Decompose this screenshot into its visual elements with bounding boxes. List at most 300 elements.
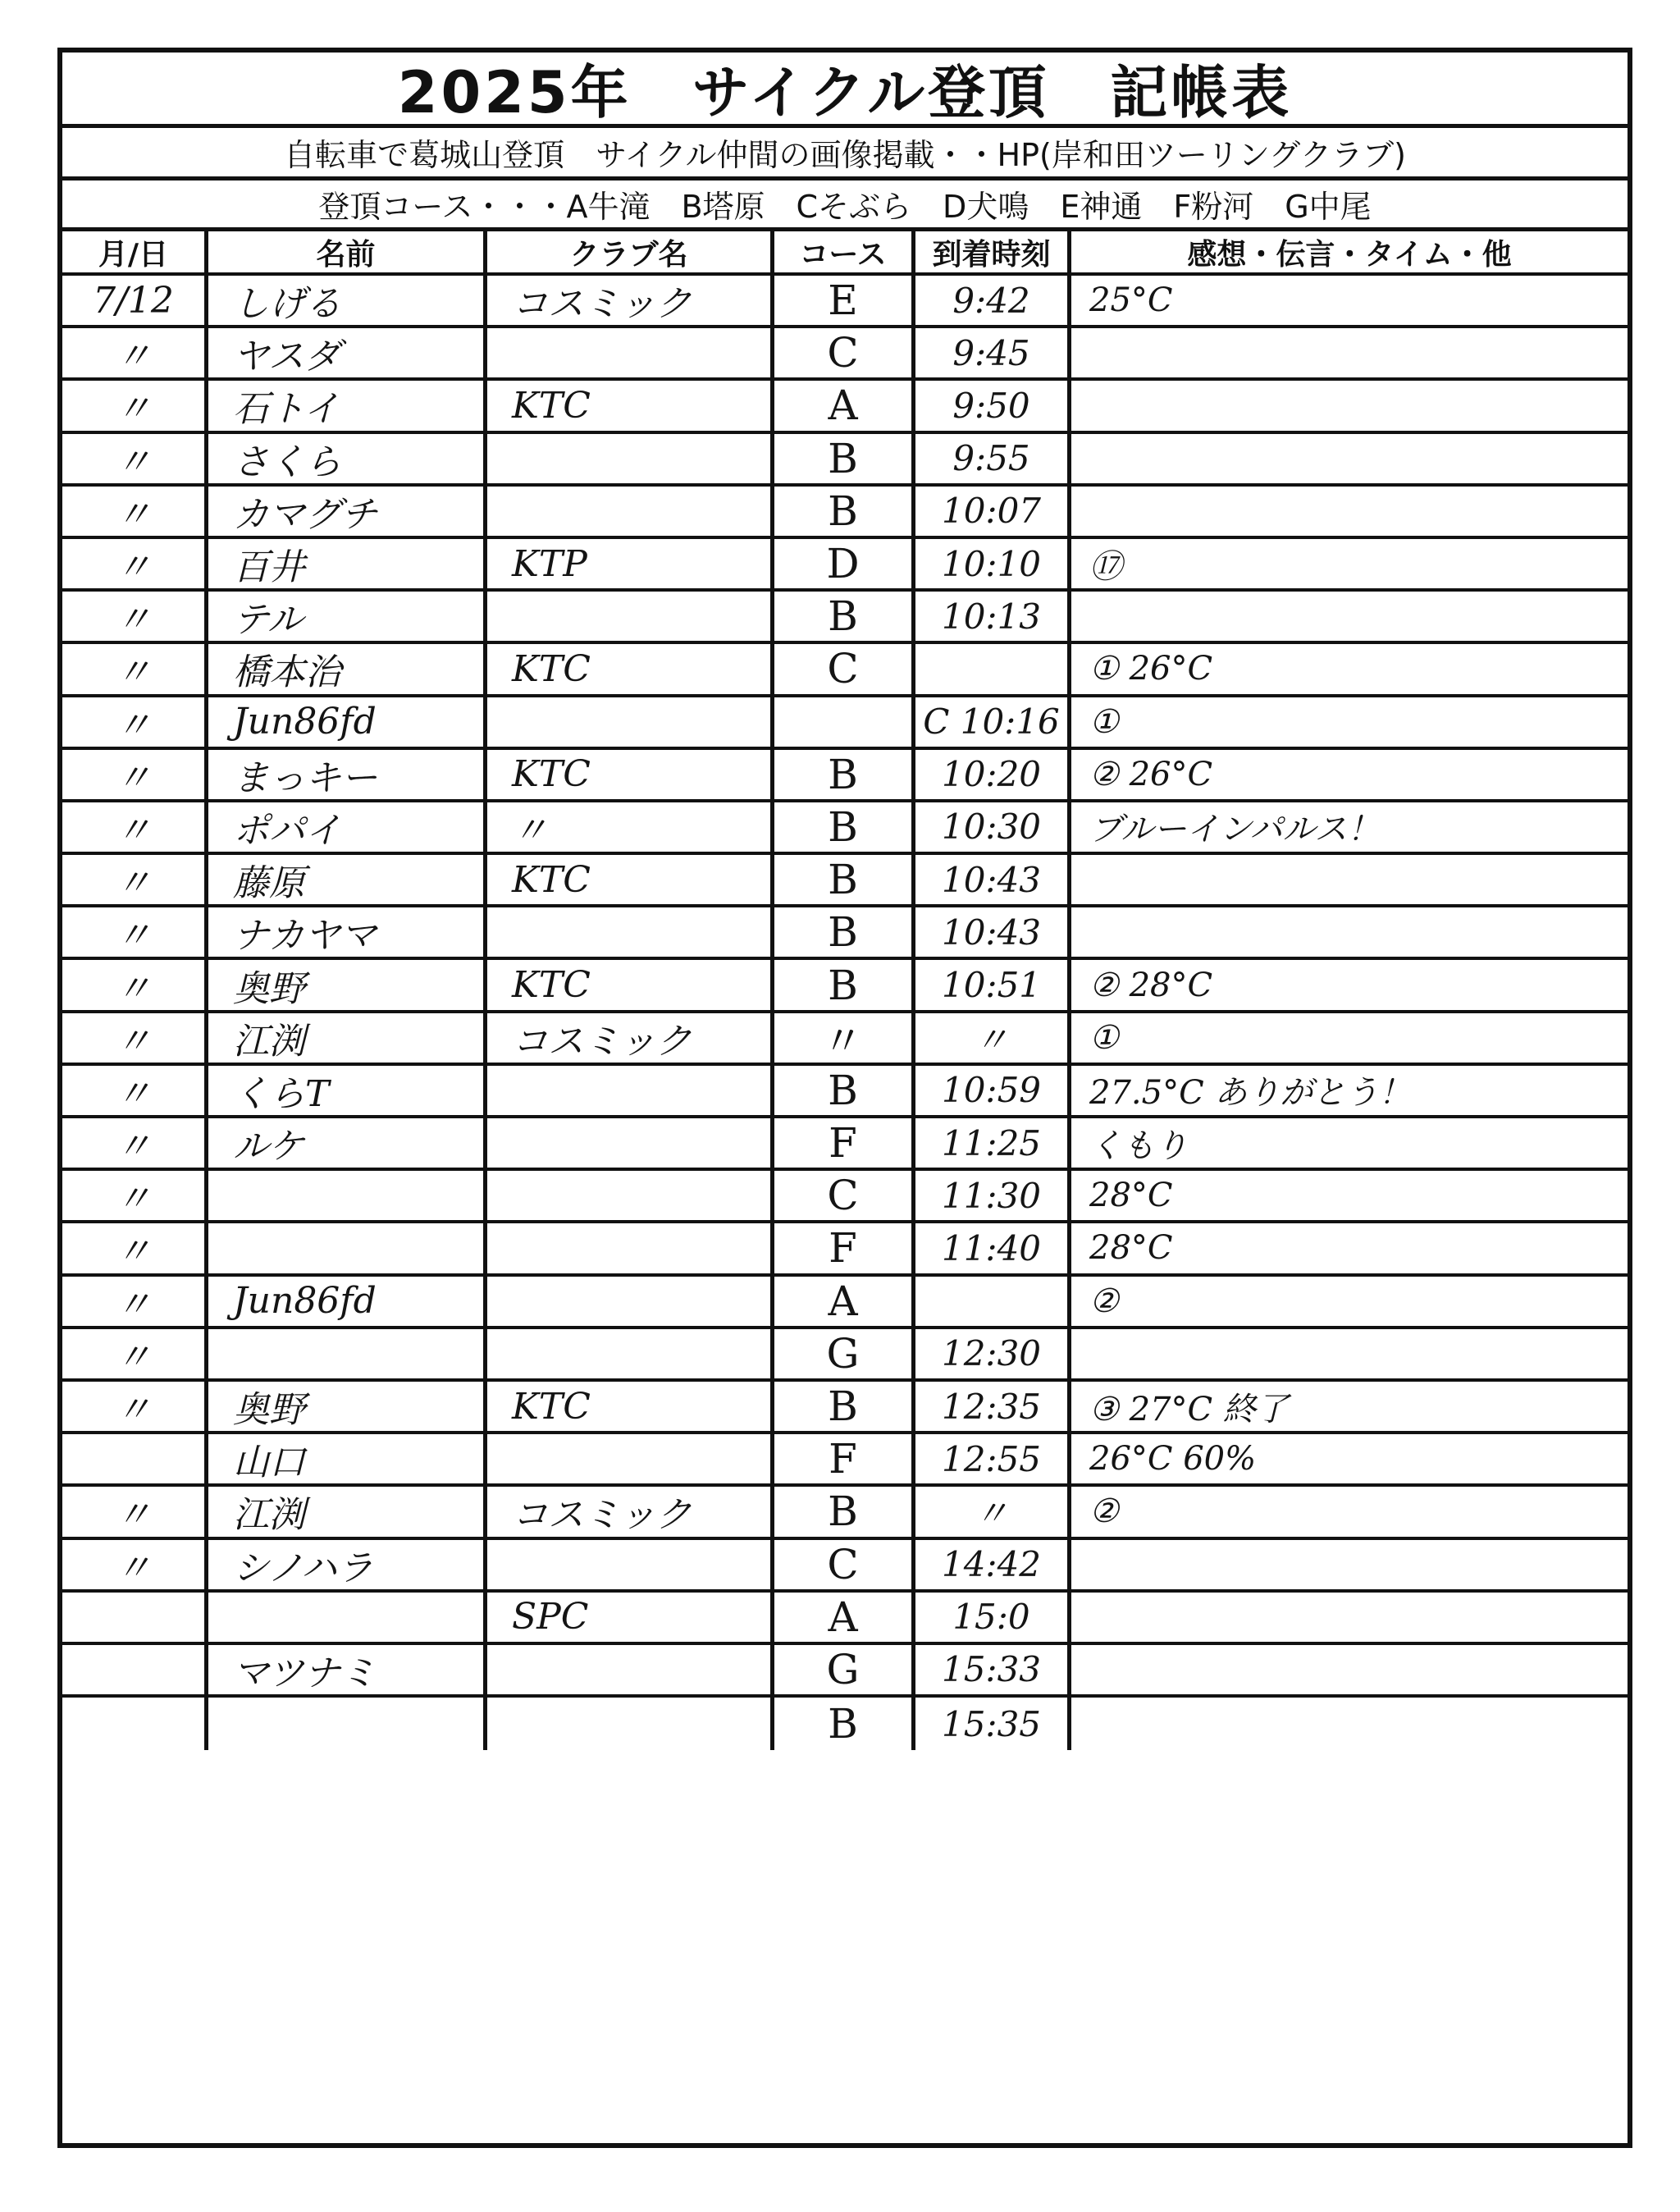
cell-club: [487, 802, 774, 852]
cell-note: [1071, 907, 1628, 957]
cell-note: [1071, 328, 1628, 377]
note-text: 28°C: [1089, 1177, 1173, 1215]
cell-note: [1071, 1593, 1628, 1642]
cell-time: [915, 1382, 1071, 1431]
name-text: 百井: [233, 546, 305, 589]
cell-time: [915, 276, 1071, 325]
cell-date: [62, 1698, 208, 1750]
course-text: E: [828, 276, 858, 325]
cell-club: [487, 328, 774, 377]
course-text: B: [828, 1700, 858, 1748]
time-text: 10:30: [941, 807, 1042, 848]
course-text: F: [829, 1119, 857, 1168]
cell-date: [62, 1223, 208, 1273]
club-text: 〃: [512, 809, 548, 852]
cell-note: [1071, 539, 1628, 588]
time-text: 10:43: [941, 859, 1042, 900]
time-text: 9:42: [952, 280, 1030, 321]
cell-time: [915, 1329, 1071, 1378]
note-text: 27.5°C ありがとう！: [1089, 1074, 1412, 1113]
registration-sheet: [57, 48, 1632, 2148]
date-text: 〃: [115, 1283, 152, 1326]
club-text: KTC: [512, 384, 591, 427]
table-body: [62, 276, 1628, 1750]
cell-time: [915, 960, 1071, 1009]
name-text: 奥野: [233, 967, 305, 1010]
cell-note: [1071, 1645, 1628, 1694]
date-text: 〃: [115, 1389, 152, 1432]
cell-time: [915, 1277, 1071, 1326]
cell-date: [62, 1277, 208, 1326]
cell-date: [62, 592, 208, 641]
table-row: [62, 644, 1628, 697]
date-text: 〃: [115, 915, 152, 957]
name-text: くらT: [233, 1072, 330, 1115]
date-text: 7/12: [93, 279, 174, 322]
course-text: A: [828, 1277, 858, 1325]
course-text: B: [828, 592, 858, 641]
course-text: B: [828, 487, 858, 535]
time-text: 〃: [974, 1019, 1009, 1060]
cell-date: [62, 1434, 208, 1483]
cell-course: [774, 1434, 915, 1483]
cell-name: [208, 960, 487, 1009]
table-row: [62, 381, 1628, 433]
name-text: シノハラ: [233, 1547, 373, 1589]
cell-note: [1071, 1013, 1628, 1063]
cell-course: [774, 1698, 915, 1750]
table-row: [62, 750, 1628, 802]
cell-note: [1071, 276, 1628, 325]
cell-club: [487, 1013, 774, 1063]
cell-course: [774, 434, 915, 483]
time-text: 10:20: [941, 754, 1042, 795]
club-text: コスミック: [512, 283, 692, 326]
club-text: コスミック: [512, 1020, 692, 1063]
time-text: 11:25: [941, 1122, 1042, 1163]
table-row: [62, 1540, 1628, 1593]
cell-time: [915, 487, 1071, 536]
time-text: 15:35: [941, 1703, 1042, 1744]
cell-name: [208, 1171, 487, 1220]
cell-time: [915, 1013, 1071, 1063]
time-text: 12:35: [941, 1386, 1042, 1427]
cell-note: [1071, 1540, 1628, 1589]
cell-note: [1071, 1329, 1628, 1378]
name-text: Jun86fd: [233, 1280, 377, 1323]
cell-course: [774, 1593, 915, 1642]
cell-name: [208, 1382, 487, 1431]
course-legend: 登頂コース・・・A牛滝 B塔原 Cそぶら D犬鳴 E神通 F粉河 G中尾: [62, 181, 1628, 231]
cell-club: [487, 434, 774, 483]
name-text: 奥野: [233, 1389, 305, 1432]
cell-note: [1071, 592, 1628, 641]
cell-club: [487, 1329, 774, 1378]
cell-course: [774, 381, 915, 430]
cell-note: [1071, 1118, 1628, 1168]
time-text: 10:43: [941, 912, 1042, 953]
club-text: KTC: [512, 647, 591, 690]
note-text: ①: [1089, 1018, 1119, 1057]
note-text: ⑰: [1089, 547, 1122, 586]
cell-name: [208, 434, 487, 483]
cell-name: [208, 1277, 487, 1326]
course-text: A: [828, 1593, 858, 1641]
name-text: 山口: [233, 1442, 305, 1484]
cell-date: [62, 855, 208, 904]
cell-time: [915, 1487, 1071, 1536]
name-text: 藤原: [233, 862, 305, 905]
name-text: ヤスダ: [233, 336, 341, 378]
note-text: 28°C: [1089, 1229, 1173, 1268]
table-row: [62, 907, 1628, 960]
cell-time: [915, 539, 1071, 588]
cell-note: [1071, 960, 1628, 1009]
cell-note: [1071, 750, 1628, 799]
cell-note: [1071, 1223, 1628, 1273]
cell-name: [208, 1593, 487, 1642]
note-text: ② 28°C: [1089, 966, 1213, 1004]
cell-time: [915, 434, 1071, 483]
cell-time: [915, 1434, 1071, 1483]
name-text: ルケ: [233, 1126, 305, 1168]
cell-date: [62, 907, 208, 957]
note-text: 26°C 60%: [1089, 1440, 1257, 1478]
course-text: D: [826, 540, 860, 588]
cell-club: [487, 960, 774, 1009]
cell-name: [208, 276, 487, 325]
log-table: [62, 231, 1628, 1750]
course-text: B: [828, 1066, 858, 1114]
name-text: マツナミ: [233, 1652, 377, 1694]
cell-course: [774, 1329, 915, 1378]
table-row: [62, 1382, 1628, 1434]
cell-name: [208, 697, 487, 747]
date-text: 〃: [115, 1231, 152, 1273]
cell-club: [487, 1645, 774, 1694]
time-text: 9:45: [952, 332, 1030, 373]
course-text: F: [829, 1224, 857, 1273]
table-header-row: [62, 231, 1628, 276]
name-text: 江渕: [233, 1494, 305, 1537]
sheet-title: 2025年 サイクル登頂 記帳表: [62, 53, 1628, 128]
time-text: C 10:16: [923, 702, 1060, 743]
cell-date: [62, 276, 208, 325]
course-text: 〃: [822, 1017, 864, 1063]
time-text: 12:55: [941, 1438, 1042, 1479]
table-row: [62, 1329, 1628, 1382]
cell-name: [208, 592, 487, 641]
table-row: [62, 1223, 1628, 1276]
time-text: 10:10: [941, 543, 1042, 584]
note-text: ②: [1089, 1492, 1119, 1531]
club-text: コスミック: [512, 1494, 692, 1537]
note-text: ③ 27°C 終了: [1089, 1390, 1289, 1428]
date-text: 〃: [115, 1494, 152, 1537]
column-header-course: コース: [774, 231, 915, 272]
date-text: 〃: [115, 704, 152, 747]
cell-name: [208, 750, 487, 799]
cell-club: [487, 1118, 774, 1168]
date-text: 〃: [115, 599, 152, 642]
cell-note: [1071, 855, 1628, 904]
table-row: [62, 1434, 1628, 1487]
name-text: 橋本治: [233, 651, 341, 694]
club-text: KTC: [512, 753, 591, 796]
date-text: 〃: [115, 756, 152, 799]
column-header-name: 名前: [208, 231, 487, 272]
course-text: B: [828, 1488, 858, 1536]
cell-time: [915, 328, 1071, 377]
name-text: まっキー: [233, 756, 377, 799]
table-row: [62, 960, 1628, 1012]
course-text: C: [827, 329, 859, 377]
time-text: 15:0: [952, 1597, 1030, 1638]
name-text: カマグチ: [233, 493, 377, 536]
cell-date: [62, 802, 208, 852]
course-text: B: [828, 856, 858, 904]
date-text: 〃: [115, 546, 152, 589]
time-text: 14:42: [941, 1544, 1042, 1585]
cell-name: [208, 539, 487, 588]
cell-time: [915, 855, 1071, 904]
course-text: A: [828, 382, 858, 430]
note-text: ② 26°C: [1089, 755, 1213, 793]
cell-club: [487, 539, 774, 588]
cell-note: [1071, 644, 1628, 693]
cell-time: [915, 907, 1071, 957]
cell-date: [62, 1382, 208, 1431]
cell-course: [774, 276, 915, 325]
cell-date: [62, 434, 208, 483]
course-text: B: [828, 802, 858, 851]
cell-date: [62, 697, 208, 747]
cell-date: [62, 328, 208, 377]
table-row: [62, 592, 1628, 644]
cell-date: [62, 1013, 208, 1063]
cell-name: [208, 855, 487, 904]
cell-date: [62, 960, 208, 1009]
cell-date: [62, 1487, 208, 1536]
cell-time: [915, 1540, 1071, 1589]
column-header-date: 月/日: [62, 231, 208, 272]
table-row: [62, 1171, 1628, 1223]
cell-date: [62, 539, 208, 588]
cell-name: [208, 1540, 487, 1589]
cell-date: [62, 1645, 208, 1694]
cell-course: [774, 1066, 915, 1115]
table-row: [62, 539, 1628, 592]
cell-club: [487, 1223, 774, 1273]
date-text: 〃: [115, 388, 152, 431]
name-text: しげる: [233, 283, 341, 326]
cell-date: [62, 1329, 208, 1378]
column-header-club: クラブ名: [487, 231, 774, 272]
cell-time: [915, 1171, 1071, 1220]
cell-note: [1071, 697, 1628, 747]
cell-course: [774, 960, 915, 1009]
cell-time: [915, 1118, 1071, 1168]
cell-name: [208, 907, 487, 957]
column-header-note: 感想・伝言・タイム・他: [1187, 237, 1512, 272]
cell-time: [915, 1066, 1071, 1115]
cell-club: [487, 487, 774, 536]
name-text: ナカヤマ: [233, 915, 377, 957]
table-row: [62, 1698, 1628, 1750]
cell-time: [915, 381, 1071, 430]
cell-club: [487, 1171, 774, 1220]
cell-note: [1071, 487, 1628, 536]
club-text: KTC: [512, 1385, 591, 1428]
cell-club: [487, 1434, 774, 1483]
time-text: 10:51: [941, 965, 1042, 1006]
cell-course: [774, 1171, 915, 1220]
cell-name: [208, 1698, 487, 1750]
cell-name: [208, 1645, 487, 1694]
cell-course: [774, 592, 915, 641]
note-text: ブルーインパルス！: [1089, 811, 1381, 849]
cell-name: [208, 644, 487, 693]
cell-name: [208, 1013, 487, 1063]
course-text: B: [828, 434, 858, 482]
table-row: [62, 855, 1628, 907]
cell-time: [915, 802, 1071, 852]
course-text: F: [829, 1435, 857, 1483]
cell-course: [774, 1013, 915, 1063]
cell-note: [1071, 802, 1628, 852]
cell-club: [487, 592, 774, 641]
time-text: 11:30: [941, 1175, 1042, 1216]
cell-name: [208, 802, 487, 852]
cell-time: [915, 1223, 1071, 1273]
cell-course: [774, 802, 915, 852]
cell-course: [774, 1645, 915, 1694]
date-text: 〃: [115, 967, 152, 1010]
cell-note: [1071, 381, 1628, 430]
cell-name: [208, 381, 487, 430]
cell-time: [915, 697, 1071, 747]
time-text: 15:33: [941, 1649, 1042, 1690]
cell-date: [62, 1118, 208, 1168]
time-text: 12:30: [941, 1333, 1042, 1374]
note-text: ②: [1089, 1282, 1119, 1320]
note-text: ① 26°C: [1089, 650, 1213, 688]
cell-time: [915, 750, 1071, 799]
table-row: [62, 434, 1628, 487]
cell-name: [208, 1329, 487, 1378]
sheet-subtitle: 自転車で葛城山登頂 サイクル仲間の画像掲載・・HP(岸和田ツーリングクラブ): [62, 128, 1628, 181]
cell-course: [774, 328, 915, 377]
cell-club: [487, 1540, 774, 1589]
cell-note: [1071, 1487, 1628, 1536]
course-text: B: [828, 961, 858, 1009]
course-text: C: [827, 1540, 859, 1588]
cell-date: [62, 1171, 208, 1220]
cell-date: [62, 381, 208, 430]
name-text: ポパイ: [233, 809, 341, 852]
cell-course: [774, 750, 915, 799]
club-text: KTC: [512, 964, 591, 1007]
cell-time: [915, 1593, 1071, 1642]
cell-course: [774, 644, 915, 693]
cell-name: [208, 1066, 487, 1115]
time-text: 11:40: [941, 1227, 1042, 1268]
date-text: 〃: [115, 1072, 152, 1115]
cell-name: [208, 487, 487, 536]
cell-name: [208, 1223, 487, 1273]
cell-club: [487, 1487, 774, 1536]
cell-course: [774, 697, 915, 747]
cell-note: [1071, 1382, 1628, 1431]
club-text: KTP: [512, 542, 587, 585]
table-row: [62, 1013, 1628, 1066]
cell-date: [62, 750, 208, 799]
cell-note: [1071, 1066, 1628, 1115]
cell-club: [487, 1698, 774, 1750]
table-row: [62, 276, 1628, 328]
date-text: 〃: [115, 1336, 152, 1378]
name-text: さくら: [233, 441, 341, 483]
cell-club: [487, 1593, 774, 1642]
name-text: テル: [233, 599, 304, 642]
cell-note: [1071, 434, 1628, 483]
cell-note: [1071, 1277, 1628, 1326]
cell-time: [915, 592, 1071, 641]
table-row: [62, 802, 1628, 855]
date-text: 〃: [115, 1020, 152, 1063]
cell-date: [62, 487, 208, 536]
note-text: くもり: [1089, 1127, 1188, 1165]
cell-club: [487, 1277, 774, 1326]
table-row: [62, 1277, 1628, 1329]
time-text: 9:55: [952, 438, 1030, 479]
cell-date: [62, 1593, 208, 1642]
cell-note: [1071, 1434, 1628, 1483]
date-text: 〃: [115, 651, 152, 694]
cell-note: [1071, 1171, 1628, 1220]
cell-time: [915, 644, 1071, 693]
note-text: 25°C: [1089, 281, 1173, 320]
cell-date: [62, 1540, 208, 1589]
cell-club: [487, 750, 774, 799]
column-header-time: 到着時刻: [915, 231, 1071, 272]
table-row: [62, 1118, 1628, 1171]
cell-course: [774, 1540, 915, 1589]
time-text: 9:50: [952, 385, 1030, 426]
cell-club: [487, 907, 774, 957]
table-row: [62, 1066, 1628, 1118]
cell-club: [487, 1382, 774, 1431]
time-text: 10:59: [941, 1070, 1042, 1111]
table-row: [62, 487, 1628, 539]
table-row: [62, 328, 1628, 381]
cell-club: [487, 855, 774, 904]
date-text: 〃: [115, 493, 152, 536]
name-text: 石トイ: [233, 388, 340, 431]
date-text: 〃: [115, 862, 152, 905]
club-text: SPC: [512, 1596, 589, 1638]
name-text: Jun86fd: [233, 701, 377, 743]
course-text: B: [828, 908, 858, 957]
table-row: [62, 1593, 1628, 1645]
cell-course: [774, 487, 915, 536]
cell-course: [774, 907, 915, 957]
date-text: 〃: [115, 1178, 152, 1221]
table-row: [62, 697, 1628, 750]
table-row: [62, 1645, 1628, 1698]
course-text: G: [826, 1329, 860, 1378]
date-text: 〃: [115, 1547, 152, 1589]
